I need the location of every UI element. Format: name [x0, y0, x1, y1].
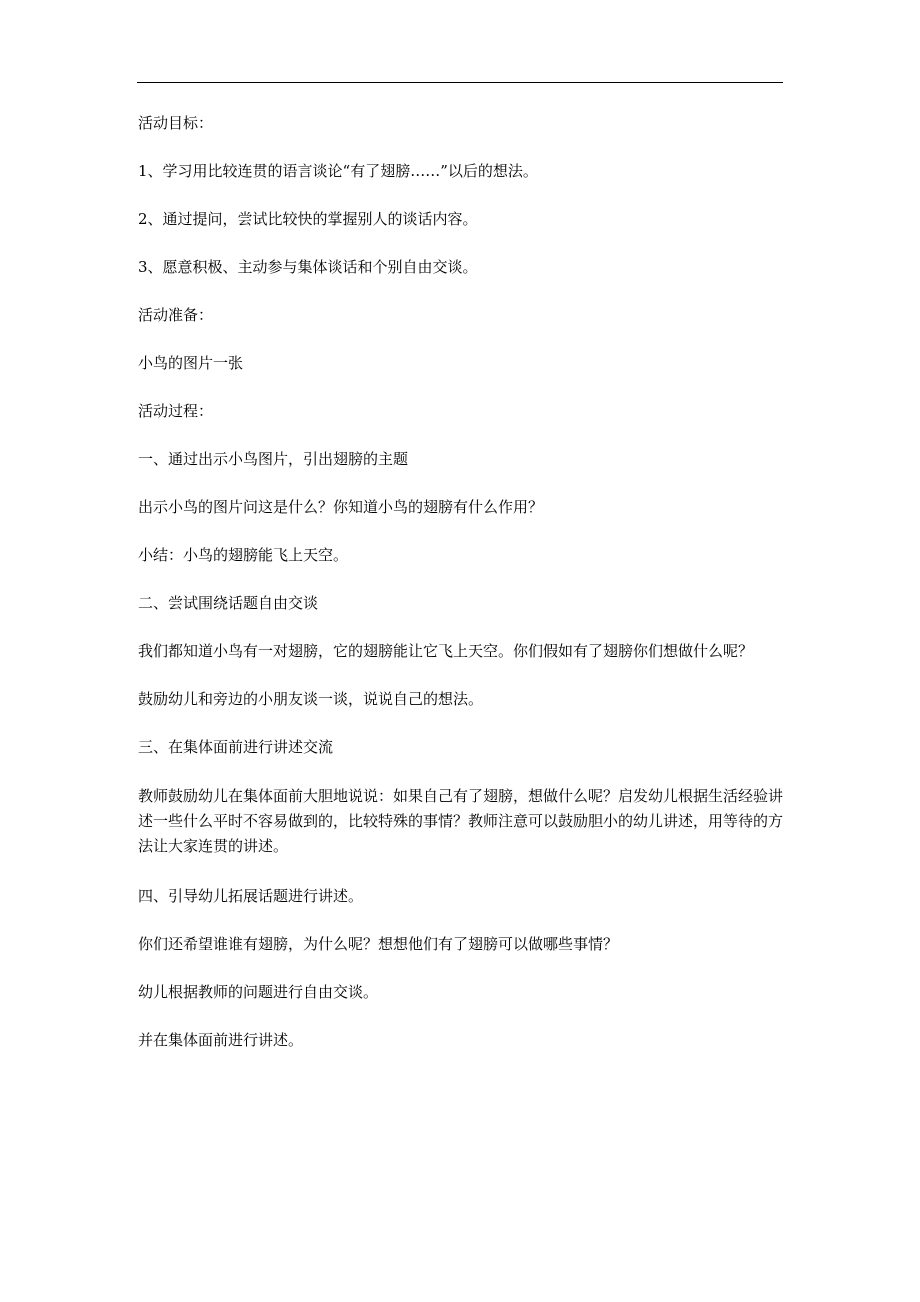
step-summary: 小结：小鸟的翅膀能飞上天空。 — [138, 546, 349, 564]
step-heading-3: 三、在集体面前进行讲述交流 — [138, 738, 334, 756]
step-text: 你们还希望谁谁有翅膀，为什么呢？想想他们有了翅膀可以做哪些事情？ — [138, 935, 619, 953]
section-heading-goals: 活动目标： — [138, 114, 214, 132]
goal-item-2: 2、通过提问，尝试比较快的掌握别人的谈话内容。 — [138, 210, 478, 228]
section-heading-process: 活动过程： — [138, 402, 214, 420]
step-text: 我们都知道小鸟有一对翅膀，它的翅膀能让它飞上天空。你们假如有了翅膀你们想做什么呢？ — [138, 642, 754, 660]
goal-item-3: 3、愿意积极、主动参与集体谈话和个别自由交谈。 — [138, 258, 478, 276]
step-text: 并在集体面前进行讲述。 — [138, 1031, 304, 1049]
step-text: 出示小鸟的图片问这是什么？你知道小鸟的翅膀有什么作用？ — [138, 498, 544, 516]
goal-item-1: 1、学习用比较连贯的语言谈论“有了翅膀……”以后的想法。 — [138, 162, 538, 180]
step-heading-2: 二、尝试围绕话题自由交谈 — [138, 594, 319, 612]
step-text: 鼓励幼儿和旁边的小朋友谈一谈，说说自己的想法。 — [138, 690, 484, 708]
document-body — [138, 112, 788, 1077]
step-text: 教师鼓励幼儿在集体面前大胆地说说：如果自己有了翅膀，想做什么呢？启发幼儿根据生活经验讲述一些什么平时不容易做到的，比较特殊的事情？教师注意可以鼓励胆小的幼儿讲述，用等待的方法让大家连贯的讲述。 — [138, 787, 784, 855]
step-heading-4: 四、引导幼儿拓展话题进行讲述。 — [138, 887, 364, 905]
step-heading-1: 一、通过出示小鸟图片，引出翅膀的主题 — [138, 450, 409, 468]
preparation-item: 小鸟的图片一张 — [138, 354, 244, 372]
section-heading-preparation: 活动准备： — [138, 306, 214, 324]
header-rule — [137, 82, 783, 83]
step-text: 幼儿根据教师的问题进行自由交谈。 — [138, 983, 379, 1001]
